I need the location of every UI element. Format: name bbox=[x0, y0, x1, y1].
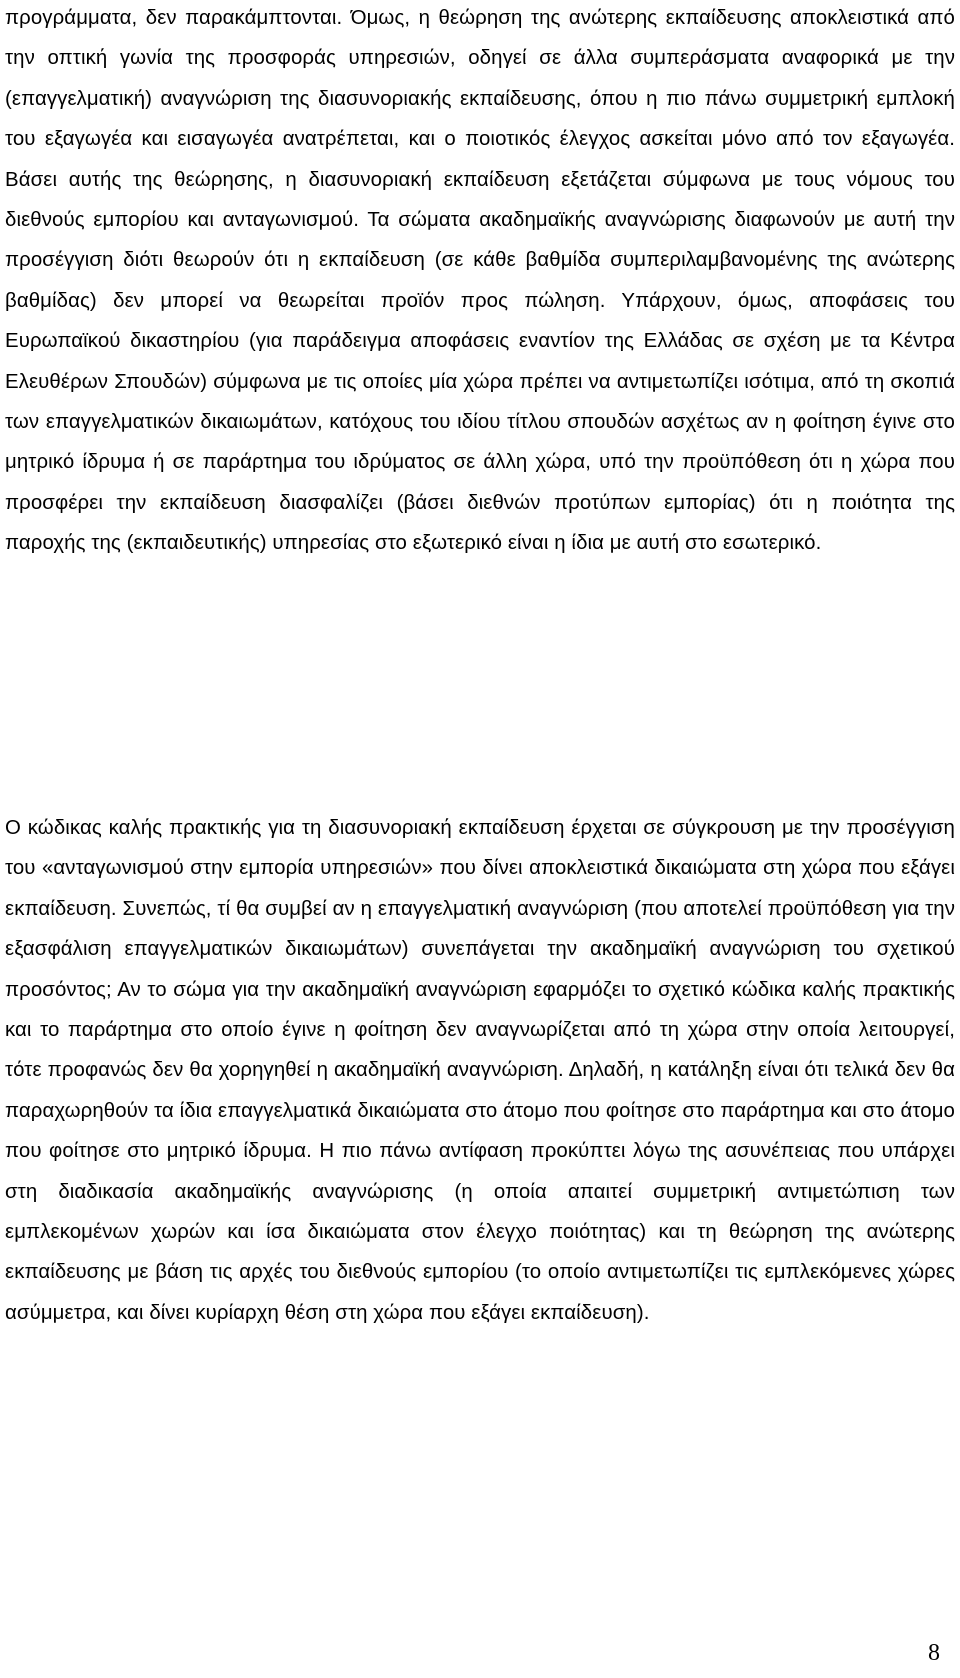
page-number: 8 bbox=[928, 1640, 940, 1666]
body-paragraph-2: Ο κώδικας καλής πρακτικής για τη διασυνοριακή εκπαίδευση έρχεται σε σύγκρουση με την προσέγγιση του «ανταγωνισμού στην εμπορία υπηρεσιών» που δίνει αποκλειστικά δικαιώματα στη χώρα που εξάγει εκπαίδευση. Συνεπώς, τί θα συμβεί αν η επαγγελματική αναγνώριση (που αποτελεί προϋπόθεση για την εξασφάλιση επαγγελματικών δικαιωμάτων) συνεπάγεται την ακαδημαϊκή αναγνώριση του σχετικού προσόντος; Αν το σώμα για την ακαδημαϊκή αναγνώριση εφαρμόζει το σχετικό κώδικα καλής πρακτικής και το παράρτημα στο οποίο έγινε η φοίτηση δεν αναγνωρίζεται από τη χώρα στην οποία λειτουργεί, τότε προφανώς δεν θα χορηγηθεί η ακαδημαϊκή αναγνώριση. Δηλαδή, η κατάληξη είναι ότι τελικά δεν θα παραχωρηθούν τα ίδια επαγγελματικά δικαιώματα στο άτομο που φοίτησε στο παράρτημα και στο άτομο που φοίτησε στο μητρικό ίδρυμα. Η πιο πάνω αντίφαση προκύπτει λόγω της ασυνέπειας που υπάρχει στη διαδικασία ακαδημαϊκής αναγνώρισης (η οποία απαιτεί συμμετρική αντιμετώπιση των εμπλεκομένων χωρών και ίσα δικαιώματα στον έλεγχο ποιότητας) και τη θεώρηση της ανώτερης εκπαίδευσης με βάση τις αρχές του διεθνούς εμπορίου (το οποίο αντιμετωπίζει τις εμπλεκόμενες χώρες ασύμμετρα, και δίνει κυρίαρχη θέση στη χώρα που εξάγει εκπαίδευση). bbox=[5, 817, 955, 1324]
body-paragraph-1: προγράμματα, δεν παρακάμπτονται. Όμως, η θεώρηση της ανώτερης εκπαίδευσης αποκλειστικά από την οπτική γωνία της προσφοράς υπηρεσιών, οδηγεί σε άλλα συμπεράσματα αναφορικά με την (επαγγελματική) αναγνώριση της διασυνοριακής εκπαίδευσης, όπου η πιο πάνω συμμετρική εμπλοκή του εξαγωγέα και εισαγωγέα ανατρέπεται, και ο ποιοτικός έλεγχος ασκείται μόνο από τον εξαγωγέα. Βάσει αυτής της θεώρησης, η διασυνοριακή εκπαίδευση εξετάζεται σύμφωνα με τους νόμους του διεθνούς εμπορίου και ανταγωνισμού. Τα σώματα ακαδημαϊκής αναγνώρισης διαφωνούν με αυτή την προσέγγιση διότι θεωρούν ότι η εκπαίδευση (σε κάθε βαθμίδα συμπεριλαμβανομένης της ανώτερης βαθμίδας) δεν μπορεί να θεωρείται προϊόν προς πώληση. Υπάρχουν, όμως, αποφάσεις του Ευρωπαϊκού δικαστηρίου (για παράδειγμα αποφάσεις εναντίον της Ελλάδας σε σχέση με τα Κέντρα Ελευθέρων Σπουδών) σύμφωνα με τις οποίες μία χώρα πρέπει να αντιμετωπίζει ισότιμα, από τη σκοπιά των επαγγελματικών δικαιωμάτων, κατόχους του ιδίου τίτλου σπουδών ασχέτως αν η φοίτηση έγινε στο μητρικό ίδρυμα ή σε παράρτημα του ιδρύματος σε άλλη χώρα, υπό την προϋπόθεση ότι η χώρα που προσφέρει την εκπαίδευση διασφαλίζει (βάσει διεθνών προτύπων εμπορίας) ότι η ποιότητα της παροχής της (εκπαιδευτικής) υπηρεσίας στο εξωτερικό είναι η ίδια με αυτή στο εσωτερικό. bbox=[5, 7, 955, 555]
